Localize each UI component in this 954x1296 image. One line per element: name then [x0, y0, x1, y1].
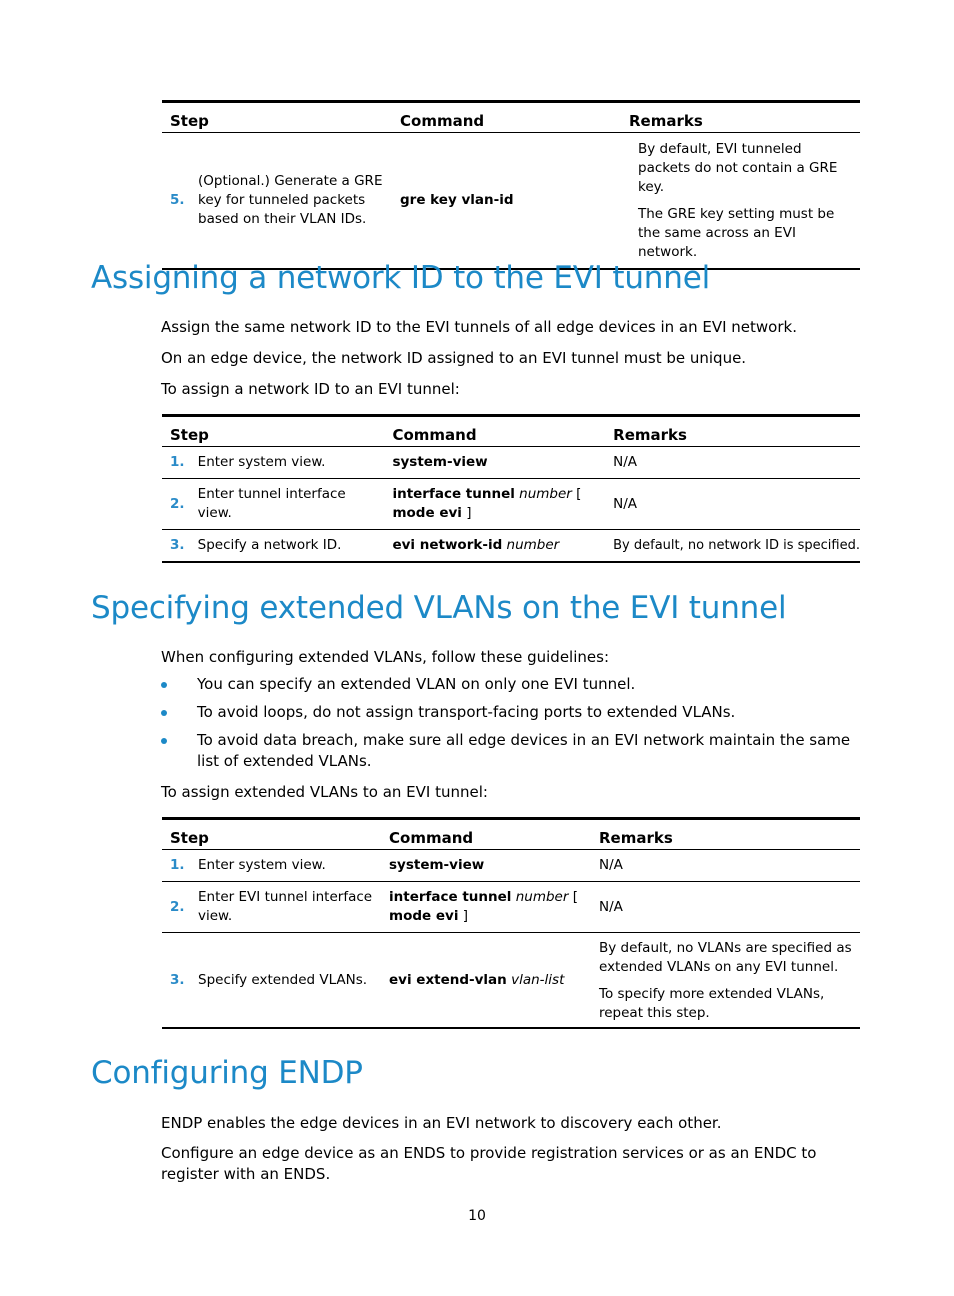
step-description: Enter tunnel interface view.: [194, 479, 385, 530]
table-row: [162, 850, 860, 882]
step-number: 1.: [170, 857, 185, 873]
command-cell: [381, 850, 591, 882]
remark-text: N/A: [605, 479, 860, 530]
command-argument: number: [515, 889, 569, 905]
step-description: Specify a network ID.: [194, 530, 385, 563]
step-number: 3.: [162, 933, 194, 1029]
header-command: Command: [392, 102, 621, 133]
body-paragraph: Configure an edge device as an ENDS to provide registration services or as an ENDC to register with an ENDS.: [161, 1144, 817, 1183]
command-keyword: evi extend-vlan: [389, 971, 507, 988]
optional-bracket: ]: [462, 908, 469, 924]
header-remarks: Remarks: [605, 416, 860, 447]
step-description: Enter EVI tunnel interface view.: [194, 882, 381, 933]
table-row: [162, 133, 860, 270]
header-step: Step: [162, 819, 381, 850]
step-description: Specify extended VLANs.: [194, 933, 381, 1029]
command-cell: [381, 933, 591, 1029]
command-argument: number: [519, 486, 572, 502]
remark-text: By default, EVI tunneled packets do not contain a GRE key.: [638, 141, 838, 195]
header-step: Step: [162, 102, 392, 133]
remark-text: N/A: [613, 454, 638, 470]
list-item-text: To avoid data breach, make sure all edge devices in an EVI network maintain the same list of extended VLANs.: [197, 731, 851, 770]
command-keyword: interface tunnel: [389, 889, 512, 905]
optional-bracket: ]: [466, 505, 472, 521]
header-command: Command: [384, 416, 605, 447]
command-keyword: system-view: [389, 857, 485, 873]
list-item: [161, 674, 861, 695]
section-heading-network-id: Assigning a network ID to the EVI tunnel: [91, 260, 710, 296]
command-cell: [384, 479, 605, 530]
header-step: Step: [162, 416, 384, 447]
table-row: [162, 882, 860, 933]
remark-text: By default, no network ID is specified.: [605, 530, 860, 563]
command-keyword: interface tunnel: [392, 486, 515, 502]
command-cell: [384, 530, 605, 563]
list-item: [161, 702, 861, 723]
table-row: [162, 447, 860, 479]
body-paragraph: When configuring extended VLANs, follow these guidelines:: [161, 648, 609, 666]
command-argument: number: [506, 537, 560, 553]
body-paragraph: Assign the same network ID to the EVI tunnels of all edge devices in an EVI network.: [161, 318, 797, 336]
step-number: 2.: [162, 479, 194, 530]
bullet-icon: [161, 682, 167, 688]
command-keyword: system-view: [392, 454, 488, 470]
table-row: [162, 479, 860, 530]
table-row: [162, 530, 860, 563]
command-keyword: mode evi: [392, 505, 462, 521]
list-item: [161, 730, 861, 772]
section-heading-extended-vlans: Specifying extended VLANs on the EVI tunnel: [91, 590, 787, 626]
step-number: 5.: [170, 192, 185, 208]
remark-text: By default, no VLANs are specified as extended VLANs on any EVI tunnel.: [599, 940, 852, 975]
optional-bracket: [: [572, 889, 578, 905]
body-paragraph: ENDP enables the edge devices in an EVI network to discovery each other.: [161, 1114, 722, 1132]
step-description: Enter system view.: [198, 857, 326, 873]
command-keyword: evi network-id: [392, 537, 503, 553]
remark-text: To specify more extended VLANs, repeat this step.: [599, 986, 825, 1021]
command-keyword: gre key vlan-id: [400, 192, 514, 208]
command-cell: [381, 882, 591, 933]
step-description: Enter system view.: [197, 454, 326, 470]
step-description: (Optional.) Generate a GRE key for tunneled packets based on their VLAN IDs.: [198, 173, 383, 227]
optional-bracket: [: [576, 486, 582, 502]
bullet-icon: [161, 710, 167, 716]
remark-text: N/A: [599, 857, 623, 873]
gre-key-command-table: [162, 100, 860, 270]
command-cell: [392, 133, 621, 270]
command-cell: [384, 447, 605, 479]
step-number: 1.: [170, 454, 185, 470]
remark-text: The GRE key setting must be the same across an EVI network.: [638, 206, 835, 260]
list-item-text: You can specify an extended VLAN on only one EVI tunnel.: [197, 675, 636, 693]
extended-vlan-command-table: [162, 817, 860, 1029]
step-number: 2.: [162, 882, 194, 933]
guideline-list: [161, 674, 861, 779]
remarks-cell: [621, 133, 860, 270]
list-item-text: To avoid loops, do not assign transport-facing ports to extended VLANs.: [197, 703, 736, 721]
remark-text: N/A: [591, 882, 860, 933]
section-heading-endp: Configuring ENDP: [91, 1055, 363, 1091]
header-remarks: Remarks: [591, 819, 860, 850]
header-remarks: Remarks: [621, 102, 860, 133]
header-command: Command: [381, 819, 591, 850]
body-paragraph: To assign a network ID to an EVI tunnel:: [161, 380, 460, 398]
table-row: [162, 933, 860, 1029]
command-keyword: mode evi: [389, 908, 459, 924]
body-paragraph: On an edge device, the network ID assigned to an EVI tunnel must be unique.: [161, 349, 747, 367]
step-number: 3.: [162, 530, 194, 563]
body-paragraph: To assign extended VLANs to an EVI tunnel:: [161, 783, 488, 801]
network-id-command-table: [162, 414, 860, 563]
remarks-cell: [591, 933, 860, 1029]
command-argument: vlan-list: [511, 971, 565, 988]
bullet-icon: [161, 738, 167, 744]
page-number: 10: [468, 1208, 486, 1224]
